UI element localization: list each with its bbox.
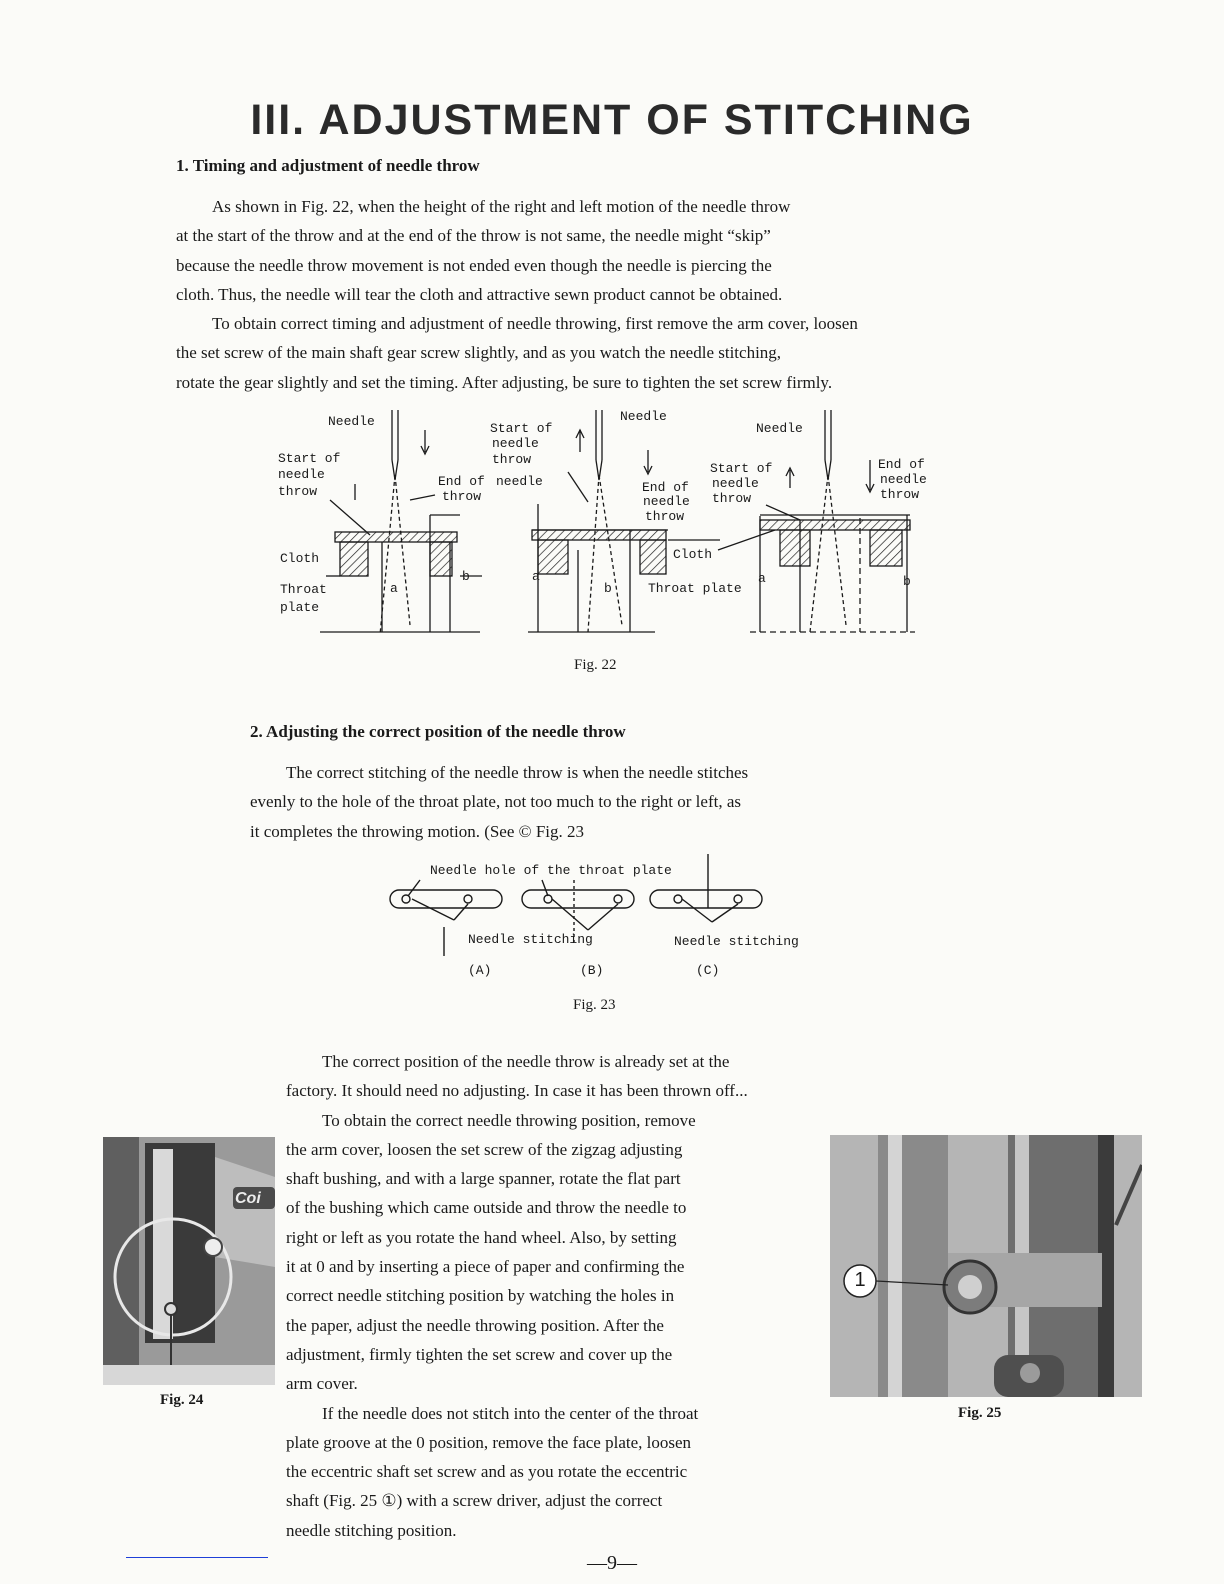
marker-1: 1 [854,1269,866,1291]
fig-22-label: b [903,574,911,589]
fig-23-caption: Fig. 23 [573,997,616,1013]
fig-22-label: needle [278,467,325,482]
brand-logo: Coi [235,1190,261,1207]
fig-22-label: Needle [620,409,667,424]
text-line: it completes the throwing motion. (See © Fig. 23 [250,821,584,841]
fig-22-label: a [390,581,398,596]
fig-22-label: a [532,569,540,584]
fig-22-label: Start of [710,461,773,476]
fig-22-label: throw [278,484,318,499]
fig-22-panel-2 [528,410,720,632]
fig-22-caption: Fig. 22 [574,657,617,673]
fig-22-label: Cloth [280,551,320,566]
text-line: shaft bushing, and with a large spanner, rotate the flat part [286,1169,681,1189]
fig-22-label: needle [880,472,927,487]
section-2-heading: 2. Adjusting the correct position of the needle throw [250,722,626,741]
text-line: the arm cover, loosen the set screw of the zigzag adjusting [286,1139,683,1159]
text-line: of the bushing which came outside and throw the needle to [286,1198,687,1218]
text-line: To obtain correct timing and adjustment of needle throwing, first remove the arm cover, loosen [212,314,858,334]
text-line: arm cover. [286,1374,358,1394]
fig-22-label: End of [878,457,925,472]
fig-22-label: throw [442,489,482,504]
fig-22-label: Throat plate [648,581,742,596]
fig-22-label: needle [712,476,759,491]
fig-22-label: Needle [756,421,803,436]
fig-22-label: Start of [278,451,341,466]
fig-22-label: Needle [328,414,375,429]
text-line: it at 0 and by inserting a piece of paper and confirming the [286,1257,685,1277]
text-line: cloth. Thus, the needle will tear the cloth and attractive sewn product cannot be obtained. [176,284,783,304]
text-line: the set screw of the main shaft gear screw slightly, and as you watch the needle stitching, [176,343,782,363]
text-line: rotate the gear slightly and set the timing. After adjusting, be sure to tighten the set screw firmly. [176,372,833,392]
text-line: correct needle stitching position by watching the holes in [286,1286,675,1306]
fig-22-label: Start of [490,421,553,436]
fig-22-label: b [462,569,470,584]
section-1-paragraph-1 [176,192,1066,397]
fig-22-label: throw [712,491,752,506]
text-line: To obtain the correct needle throwing position, remove [322,1110,696,1130]
fig-23-sublabel: (B) [580,963,604,978]
section-2-paragraph [250,758,950,846]
fig-22-label: b [604,581,612,596]
fig-22-label: End of [438,474,485,489]
text-line: The correct stitching of the needle throw is when the needle stitches [286,763,749,782]
text-line: right or left as you rotate the hand wheel. Also, by setting [286,1227,677,1247]
text-line: at the start of the throw and at the end of the throw is not same, the needle might “skip” [176,226,771,246]
fig-23-sublabel: (A) [468,963,492,978]
fig-23-stitch-label: Needle stitching [674,934,799,949]
page-title: III. ADJUSTMENT OF STITCHING [250,96,974,144]
fig-22-panel-1 [320,410,482,635]
section-3-paragraph-1 [286,1047,846,1545]
fig-22-diagram [270,400,930,650]
throat-plate-hole-c [650,890,762,908]
fig-22-label: End of [642,480,689,495]
text-line: The correct position of the needle throw is already set at the [322,1052,730,1071]
fig-22-label: throw [880,487,920,502]
text-line: needle stitching position. [286,1520,457,1540]
fig-25-caption: Fig. 25 [958,1405,1002,1421]
fig-22-label: needle [492,436,539,451]
throat-plate-hole-a [390,890,502,908]
text-line: If the needle does not stitch into the center of the throat [322,1403,699,1423]
fig-22-panel-3 [718,410,915,632]
text-line: adjustment, firmly tighten the set screw and cover up the [286,1344,673,1364]
fig-25-photo [830,1135,1142,1397]
text-line: the eccentric shaft set screw and as you rotate the eccentric [286,1462,688,1482]
section-1-heading: 1. Timing and adjustment of needle throw [176,156,480,175]
text-line: shaft (Fig. 25 ①) with a screw driver, adjust the correct [286,1491,663,1511]
fig-22-label: throw [645,509,685,524]
fig-24-photo [103,1137,275,1385]
fig-22-label: a [758,571,766,586]
fig-23-top-label: Needle hole of the throat plate [430,863,672,878]
fig-22-label: needle [496,474,543,489]
text-line: evenly to the hole of the throat plate, not too much to the right or left, as [250,792,741,812]
fig-23-sublabel: (C) [696,963,720,978]
text-line: because the needle throw movement is not ended even though the needle is piercing the [176,255,772,275]
fig-22-label: throw [492,452,532,467]
fig-24-caption: Fig. 24 [160,1392,204,1408]
fig-22-label: Cloth [673,547,713,562]
text-line: factory. It should need no adjusting. In case it has been thrown off... [286,1081,748,1101]
fig-22-label: Throat [280,582,327,597]
fig-23-stitch-label: Needle stitching [468,932,593,947]
page-number: —9— [587,1552,637,1574]
fig-22-label: plate [280,600,320,615]
fig-22-label: needle [643,494,690,509]
text-line: As shown in Fig. 22, when the height of the right and left motion of the needle throw [212,197,791,216]
text-line: the paper, adjust the needle throwing position. After the [286,1315,664,1335]
text-line: plate groove at the 0 position, remove the face plate, loosen [286,1432,692,1452]
fig-23-diagram [382,852,822,987]
